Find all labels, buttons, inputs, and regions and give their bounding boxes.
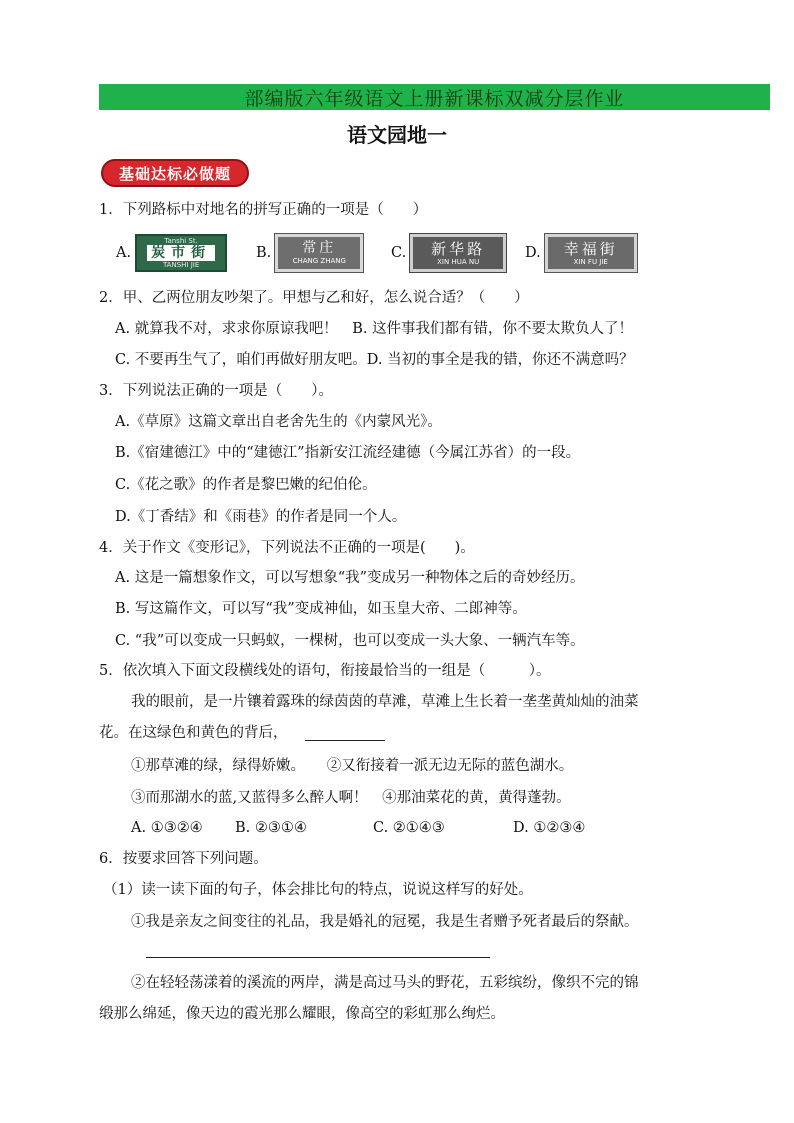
page-title: 语文园地一 — [347, 123, 447, 147]
sign-c-chinese: 新华路 — [431, 239, 486, 258]
q6-stem: 6．按要求回答下列问题。 — [99, 851, 268, 867]
q3-stem: 3．下列说法正确的一项是（ ）。 — [99, 383, 333, 399]
q3-option-a: A.《草原》这篇文章出自老舍先生的《内蒙风光》。 — [115, 414, 442, 430]
q4-stem: 4．关于作文《变形记》，下列说法不正确的一项是( )。 — [99, 540, 475, 556]
q1-option-c-label: C. — [391, 245, 407, 261]
banner-text: 部编版六年级语文上册新课标双减分层作业 — [244, 87, 625, 110]
q6-sub1: （1）读一读下面的句子，体会排比句的特点，说说这样写的好处。 — [103, 882, 533, 898]
sign-b-chinese: 常庄 — [302, 240, 337, 256]
section-badge — [101, 159, 249, 187]
sign-b-pinyin: CHANG ZHANG — [292, 257, 346, 265]
q1-option-d — [525, 234, 637, 272]
street-sign-c — [410, 234, 506, 272]
header-banner — [99, 84, 770, 110]
q3-option-d: D.《丁香结》和《雨巷》的作者是同一个人。 — [115, 509, 407, 525]
sign-d-chinese: 幸福街 — [563, 239, 618, 258]
q1-option-b — [256, 234, 363, 272]
sign-a-top-text: Tanshi St. — [164, 237, 198, 245]
q2-stem: 2．甲、乙两位朋友吵架了。甲想与乙和好，怎么说合适？（ ） — [99, 290, 529, 306]
q3-option-b: B.《宿建德江》中的“建德江”指新安江流经建德（今属江苏省）的一段。 — [115, 445, 581, 461]
q1-option-c — [391, 234, 506, 272]
q1-option-d-label: D. — [525, 245, 541, 261]
sign-a-pinyin: TANSHI JIE — [162, 261, 200, 269]
sign-c-pinyin: XIN HUA NU — [437, 257, 480, 266]
q4-option-c: C. “我”可以变成一只蚂蚁，一棵树，也可以变成一头大象、一辆汽车等。 — [115, 633, 585, 649]
q5-sentences-1: ①那草滩的绿，绿得娇嫩。 ②又衔接着一派无边无际的蓝色湖水。 — [131, 758, 574, 774]
street-sign-d — [545, 234, 637, 272]
q5-passage-line-1: 我的眼前，是一片镶着露珠的绿茵茵的草滩，草滩上生长着一垄垄黄灿灿的油菜 — [131, 694, 639, 710]
q5-choice-d: D. ①②③④ — [513, 820, 586, 836]
q1-option-b-label: B. — [256, 245, 272, 261]
q6-sentence-2-line-2: 缎那么绵延，像天边的霞光那么耀眼，像高空的彩虹那么绚烂。 — [99, 1006, 505, 1022]
q6-sentence-1: ①我是亲友之间变往的礼品，我是婚礼的冠冕，我是生者赠予死者最后的祭献。 — [131, 914, 639, 930]
q5-answer-blank[interactable] — [305, 740, 385, 741]
q6-sentence-2-line-1: ②在轻轻荡漾着的溪流的两岸，满是高过马头的野花，五彩缤纷，像织不完的锦 — [131, 975, 639, 991]
q5-choice-c: C. ②①④③ — [373, 820, 445, 836]
q4-option-b: B. 写这篇作文，可以写“我”变成神仙，如玉皇大帝、二郎神等。 — [115, 601, 527, 617]
sign-d-pinyin: XIN FU JIE — [573, 257, 608, 266]
street-sign-b — [275, 234, 363, 272]
q1-stem: 1．下列路标中对地名的拼写正确的一项是（ ） — [99, 202, 428, 218]
q1-option-a — [116, 234, 227, 272]
q5-sentences-2: ③而那湖水的蓝,又蓝得多么醉人啊！ ④那油菜花的黄，黄得蓬勃。 — [131, 790, 571, 806]
q2-options-line-1: A. 就算我不对，求求你原谅我吧！ B. 这件事我们都有错，你不要太欺负人了！ — [115, 321, 634, 337]
section-badge-label: 基础达标必做题 — [118, 164, 231, 183]
sign-a-chinese: 炭市街 — [147, 245, 215, 261]
q3-option-c: C.《花之歌》的作者是黎巴嫩的纪伯伦。 — [115, 477, 377, 493]
q4-option-a: A. 这是一篇想象作文，可以写想象“我”变成另一种物体之后的奇妙经历。 — [115, 570, 585, 586]
q1-option-a-label: A. — [116, 245, 132, 261]
q5-choice-b: B. ②③①④ — [235, 820, 307, 836]
q5-stem: 5．依次填入下面文段横线处的语句，衔接最恰当的一组是（ ）。 — [99, 663, 551, 679]
q5-passage-line-2: 花。在这绿色和黄色的背后， — [99, 725, 288, 741]
q5-choice-a: A. ①③②④ — [131, 820, 203, 836]
q6-answer-line[interactable] — [146, 957, 490, 958]
q2-options-line-2: C. 不要再生气了，咱们再做好朋友吧。D. 当初的事全是我的错，你还不满意吗？ — [115, 352, 634, 368]
street-sign-a — [135, 234, 227, 272]
